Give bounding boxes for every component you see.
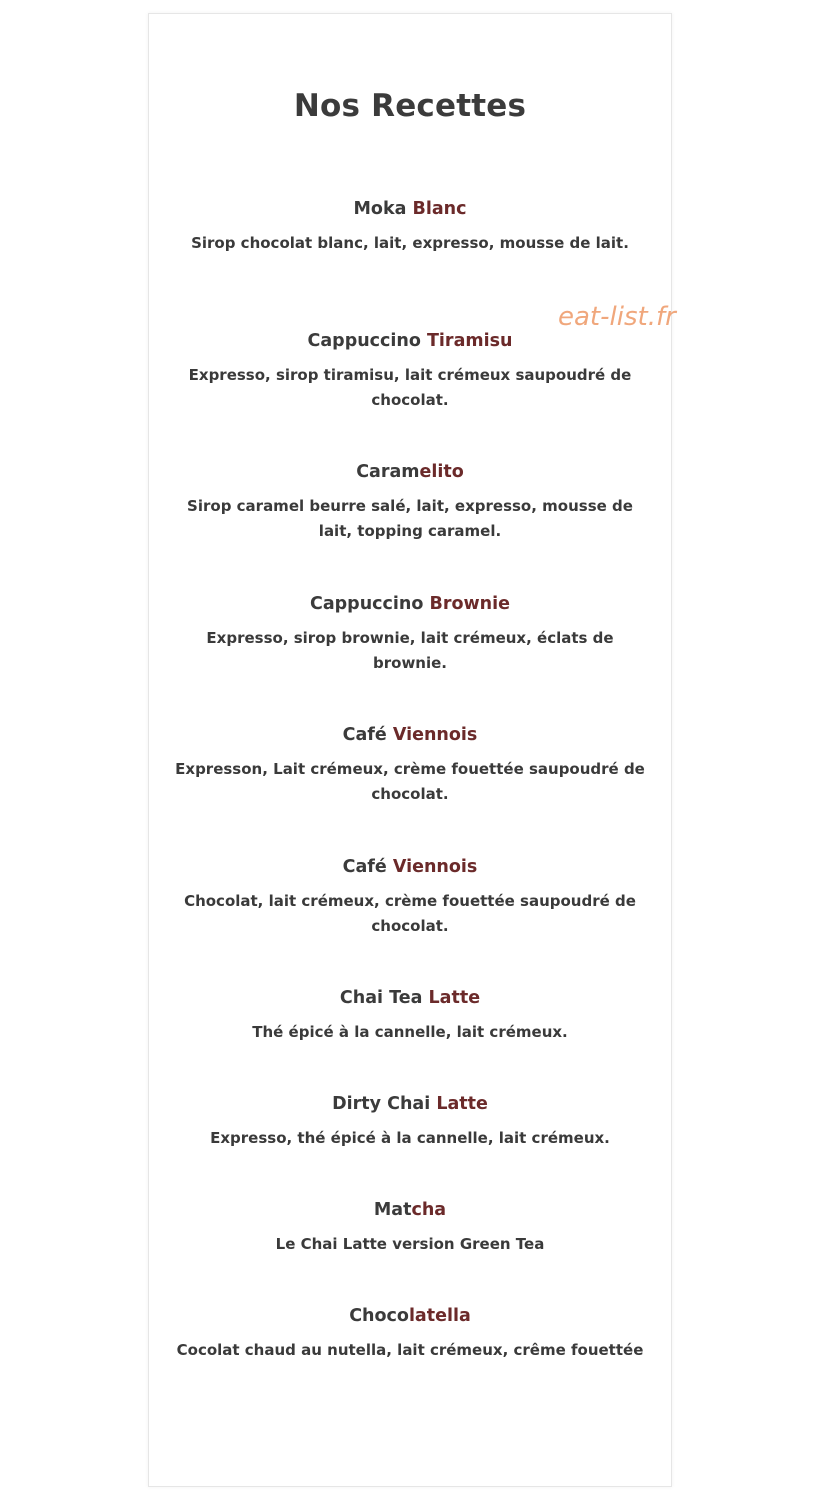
recipe-description: Expresso, sirop brownie, lait crémeux, éclats de brownie. (206, 629, 614, 672)
recipe-item (149, 1198, 671, 1257)
recipe-description: Sirop caramel beurre salé, lait, expresso, mousse de lait, topping caramel. (187, 497, 633, 540)
recipe-name: Café Viennois (342, 857, 478, 877)
recipe-item (149, 986, 671, 1045)
recipe-description: Thé épicé à la cannelle, lait crémeux. (252, 1023, 568, 1041)
recipe-name: Cappuccino Tiramisu (307, 331, 513, 351)
recipe-item (149, 329, 671, 413)
recipe-description: Chocolat, lait crémeux, crème fouettée saupoudré de chocolat. (184, 892, 636, 935)
recipe-item (149, 723, 671, 807)
recipe-description: Expresson, Lait crémeux, crème fouettée saupoudré de chocolat. (175, 760, 645, 803)
recipe-card (148, 13, 672, 1487)
recipe-name: Chai Tea Latte (339, 988, 481, 1008)
recipe-item (149, 592, 671, 676)
recipe-name: Café Viennois (342, 725, 478, 745)
recipe-name: Moka Blanc (353, 199, 467, 219)
page-title: Nos Recettes (293, 88, 527, 124)
recipe-item (149, 1304, 671, 1363)
recipe-item (149, 1092, 671, 1151)
watermark-text: eat-list.fr (558, 302, 676, 332)
recipe-name: Cappuccino Brownie (310, 594, 510, 614)
recipe-description: Cocolat chaud au nutella, lait crémeux, crême fouettée (176, 1341, 644, 1359)
recipe-item (149, 197, 671, 256)
recipe-description: Expresso, thé épicé à la cannelle, lait crémeux. (210, 1129, 610, 1147)
recipe-description: Expresso, sirop tiramisu, lait crémeux saupoudré de chocolat. (188, 366, 632, 409)
recipe-name: Caramelito (356, 462, 464, 482)
recipe-item (149, 460, 671, 544)
recipe-name: Matcha (373, 1200, 447, 1220)
recipe-name: Dirty Chai Latte (332, 1094, 488, 1114)
recipe-description: Le Chai Latte version Green Tea (275, 1235, 545, 1253)
recipe-item (149, 855, 671, 939)
recipe-name: Chocolatella (349, 1306, 471, 1326)
recipe-description: Sirop chocolat blanc, lait, expresso, mousse de lait. (191, 234, 629, 252)
